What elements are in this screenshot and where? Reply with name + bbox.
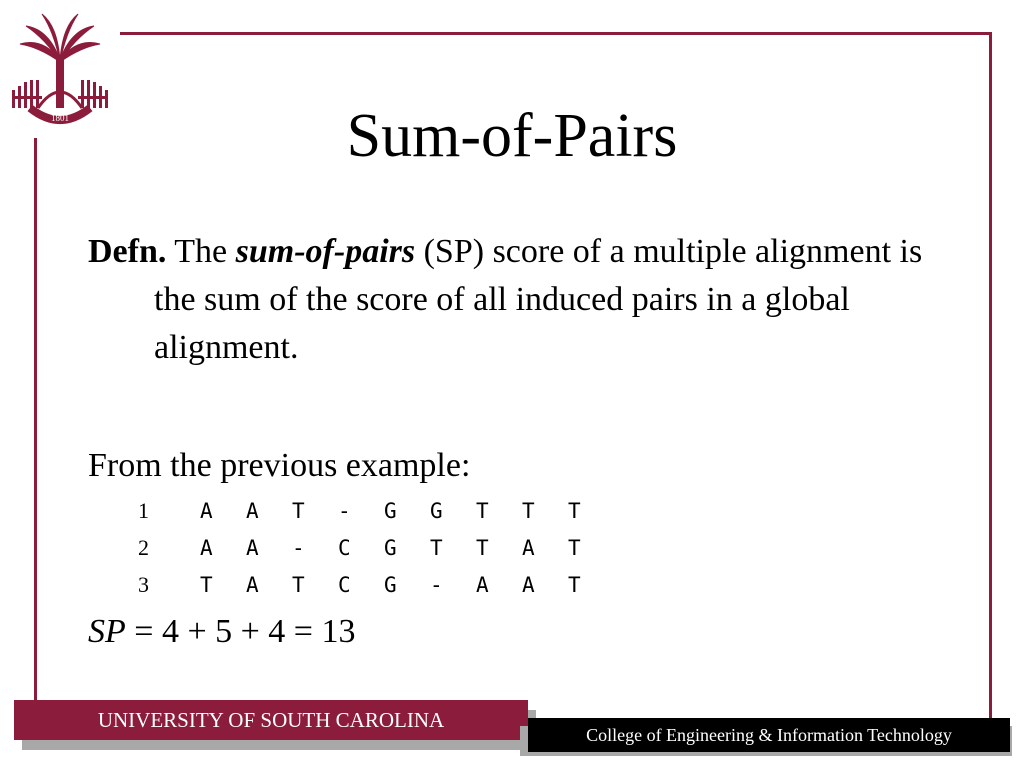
definition-text-after: (SP) score of a multiple alignment is the sum of the score of all induced pairs in a global alignment. xyxy=(154,233,923,366)
alignment-residue: T xyxy=(430,535,443,560)
definition-label: Defn. xyxy=(88,233,167,270)
sp-equation: = 4 + 5 + 4 = 13 xyxy=(134,613,356,650)
alignment-residue: C xyxy=(338,535,351,560)
university-banner: UNIVERSITY OF SOUTH CAROLINA xyxy=(14,700,528,740)
frame-left-line xyxy=(34,138,37,700)
alignment-residue: - xyxy=(292,535,305,560)
alignment-residue: A xyxy=(522,535,535,560)
alignment-residue: T xyxy=(568,572,581,597)
alignment-table xyxy=(138,492,614,603)
college-banner: College of Engineering & Information Technology xyxy=(528,718,1010,752)
sp-score-line xyxy=(88,608,355,656)
alignment-residue: T xyxy=(568,498,581,523)
alignment-residue: G xyxy=(384,498,397,523)
alignment-row-label: 1 xyxy=(138,497,149,523)
alignment-row xyxy=(138,492,614,529)
alignment-residue: G xyxy=(384,572,397,597)
alignment-residue: T xyxy=(568,535,581,560)
alignment-residue: A xyxy=(522,572,535,597)
definition-text-before: The xyxy=(174,233,228,270)
sp-symbol: SP xyxy=(88,613,126,650)
alignment-residue: G xyxy=(384,535,397,560)
alignment-row xyxy=(138,566,614,603)
alignment-residue: T xyxy=(476,498,489,523)
alignment-residue: - xyxy=(430,572,443,597)
alignment-residue: A xyxy=(246,498,259,523)
alignment-residue: A xyxy=(476,572,489,597)
alignment-residue: T xyxy=(522,498,535,523)
alignment-residue: A xyxy=(246,535,259,560)
example-intro: From the previous example: xyxy=(88,447,471,484)
alignment-residue: A xyxy=(200,498,213,523)
alignment-residue: - xyxy=(338,498,351,523)
alignment-row xyxy=(138,529,614,566)
alignment-residue: T xyxy=(292,498,305,523)
logo-year: 1801 xyxy=(51,113,69,123)
definition-block xyxy=(88,228,968,372)
alignment-residue: C xyxy=(338,572,351,597)
frame-top-line xyxy=(120,32,992,35)
alignment-residue: T xyxy=(200,572,213,597)
alignment-row-label: 2 xyxy=(138,534,149,560)
alignment-residue: A xyxy=(246,572,259,597)
definition-term: sum-of-pairs xyxy=(235,233,416,270)
definition-paragraph xyxy=(88,228,968,372)
slide-title: Sum-of-Pairs xyxy=(346,102,678,170)
alignment-residue: T xyxy=(292,572,305,597)
alignment-residue: T xyxy=(476,535,489,560)
alignment-residue: G xyxy=(430,498,443,523)
alignment-residue: A xyxy=(200,535,213,560)
alignment-row-label: 3 xyxy=(138,571,149,597)
